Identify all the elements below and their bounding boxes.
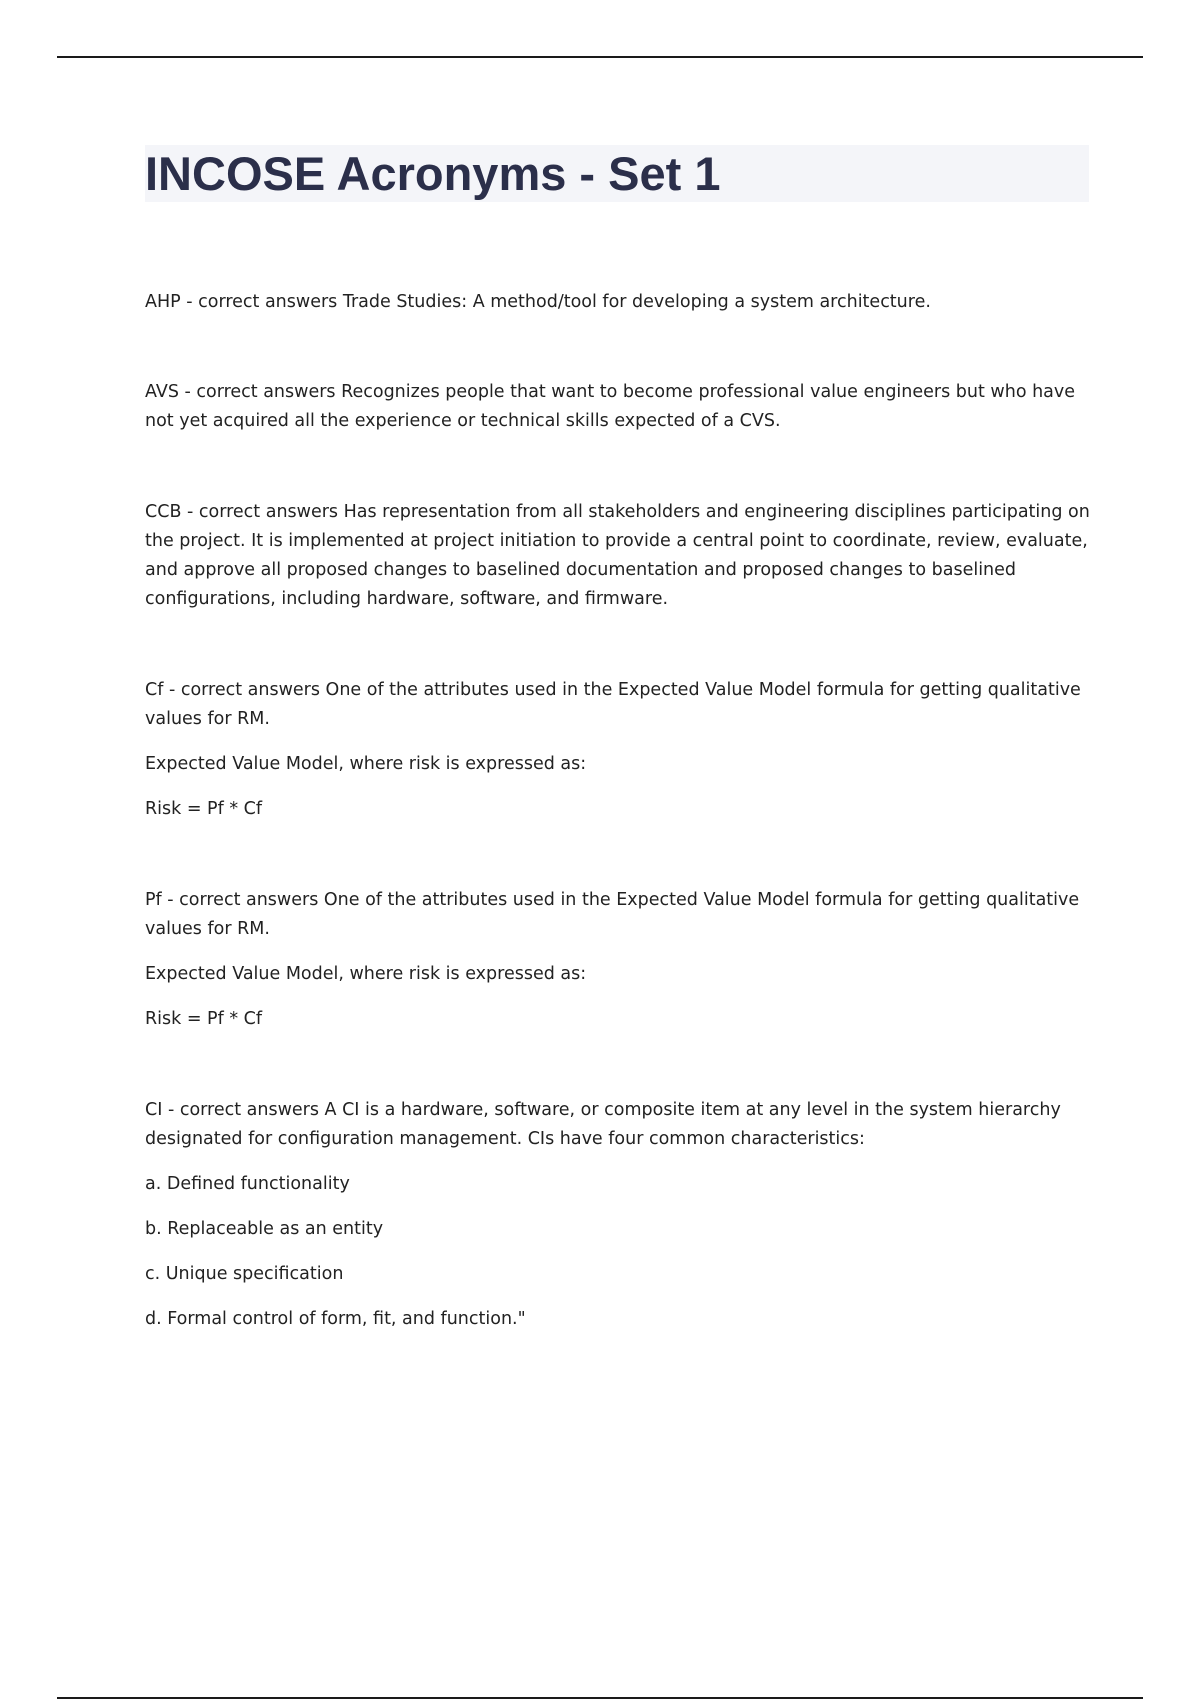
list-item: a. Defined functionality [145, 1174, 350, 1194]
entry-pf [145, 886, 1090, 1034]
entry-text: CCB - correct answers Has representation from all stakeholders and engineering disciplines participating on the project. It is implemented at project initiation to provide a central point to coordinate, review, evaluate, and approve all proposed changes to baselined documentation and proposed changes to baselined configurations, including hardware, software, and firmware. [145, 502, 1090, 609]
entry-ahp [145, 288, 1090, 317]
list-item: d. Formal control of form, fit, and function." [145, 1309, 526, 1329]
entry-text: CI - correct answers A CI is a hardware, software, or composite item at any level in the system hierarchy designated for configuration management. CIs have four common characteristics: [145, 1100, 1061, 1149]
page-title: INCOSE Acronyms - Set 1 [145, 147, 721, 200]
entry-avs [145, 378, 1090, 436]
entry-text: Cf - correct answers One of the attributes used in the Expected Value Model formula for getting qualitative values for RM. [145, 680, 1081, 729]
entry-cf [145, 676, 1090, 824]
entry-text: AVS - correct answers Recognizes people that want to become professional value engineers but who have not yet acquired all the experience or technical skills expected of a CVS. [145, 382, 1076, 431]
entry-text: AHP - correct answers Trade Studies: A method/tool for developing a system architecture. [145, 292, 931, 312]
list-item: c. Unique specification [145, 1264, 344, 1284]
top-rule [57, 56, 1143, 58]
entry-ccb [145, 498, 1090, 614]
entry-text: Pf - correct answers One of the attributes used in the Expected Value Model formula for getting qualitative values for RM. [145, 890, 1080, 939]
entry-note: Expected Value Model, where risk is expressed as: [145, 964, 587, 984]
entry-note: Expected Value Model, where risk is expressed as: [145, 754, 587, 774]
entry-formula: Risk = Pf * Cf [145, 799, 263, 819]
bottom-rule [57, 1697, 1143, 1699]
list-item: b. Replaceable as an entity [145, 1219, 384, 1239]
entry-formula: Risk = Pf * Cf [145, 1009, 263, 1029]
entry-ci [145, 1096, 1090, 1334]
document-body [145, 288, 1090, 1334]
